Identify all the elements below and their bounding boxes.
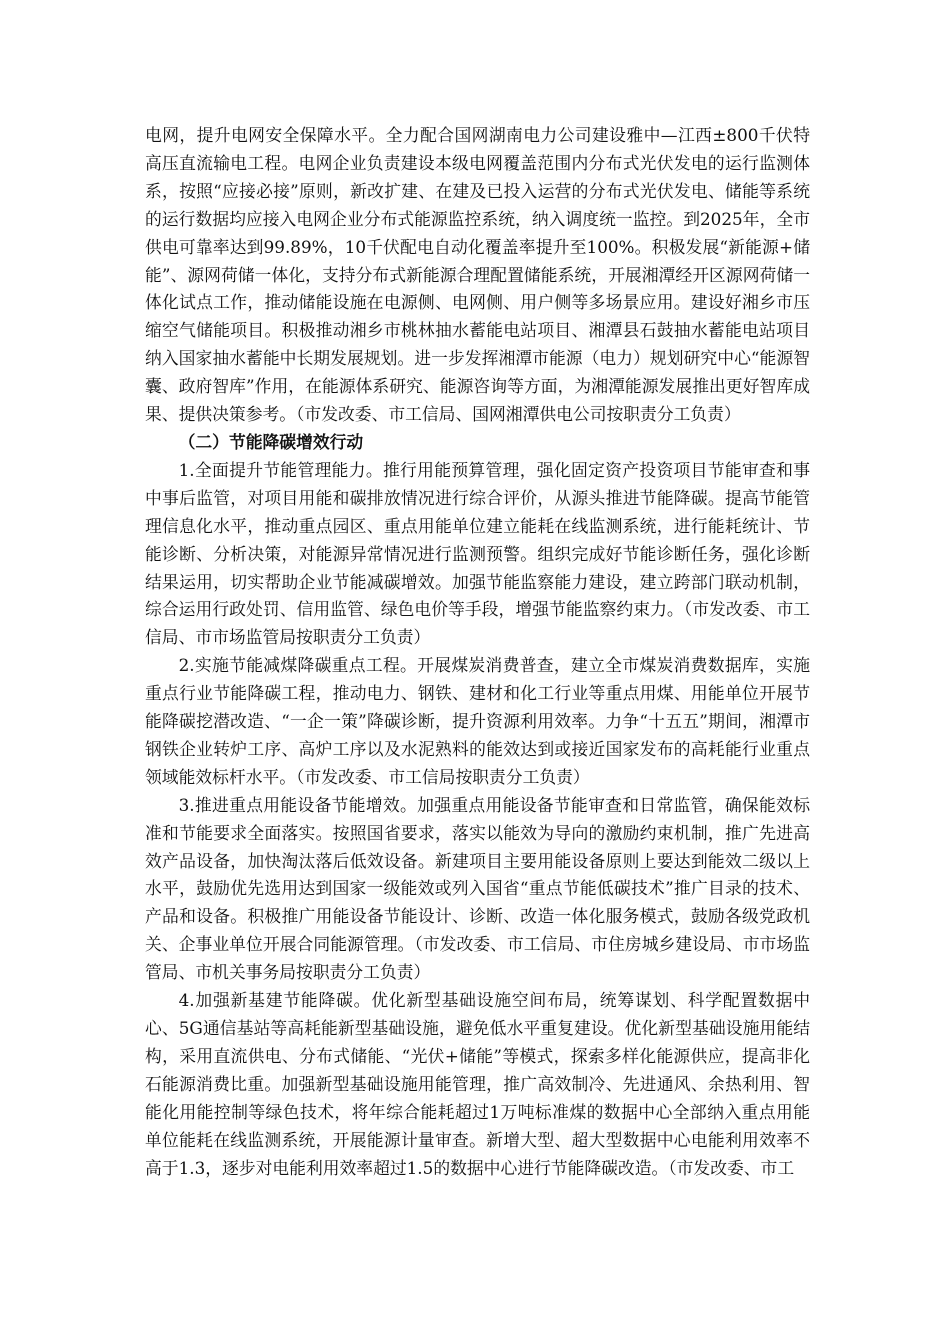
paragraph-item-2: 2.实施节能减煤降碳重点工程。开展煤炭消费普查，建立全市煤炭消费数据库，实施重点行业节能降碳工程，推动电力、钢铁、建材和化工行业等重点用煤、用能单位开展节能降碳挖潜改造、“一企一策”降碳诊断，提升资源利用效率。力争“十五五”期间，湘潭市钢铁企业转炉工序、高炉工序以及水泥熟料的能效达到或接近国家发布的高耗能行业重点领域能效标杆水平。（市发改委、市工信局按职责分工负责） bbox=[145, 655, 810, 787]
paragraph-item-1: 1.全面提升节能管理能力。推行用能预算管理，强化固定资产投资项目节能审查和事中事后监管，对项目用能和碳排放情况进行综合评价，从源头推进节能降碳。提高节能管理信息化水平，推动重点园区、重点用能单位建立能耗在线监测系统，进行能耗统计、节能诊断、分析决策，对能源异常情况进行监测预警。组织完成好节能诊断任务，强化诊断结果运用，切实帮助企业节能减碳增效。加强节能监察能力建设，建立跨部门联动机制，综合运用行政处罚、信用监管、绿色电价等手段，增强节能监察约束力。（市发改委、市工信局、市市场监管局按职责分工负责） bbox=[145, 459, 810, 648]
paragraph-item-4: 4.加强新基建节能降碳。优化新型基础设施空间布局，统筹谋划、科学配置数据中心、5G通信基站等高耗能新型基础设施，避免低水平重复建设。优化新型基础设施用能结构，采用直流供电、分布式储能、“光伏+储能”等模式，探索多样化能源供应，提高非化石能源消费比重。加强新型基础设施用能管理，推广高效制冷、先进通风、余热利用、智能化用能控制等绿色技术，将年综合能耗超过1万吨标准煤的数据中心全部纳入重点用能单位能耗在线监测系统，开展能源计量审查。新增大型、超大型数据中心电能利用效率不高于1.3，逐步对电能利用效率超过1.5的数据中心进行节能降碳改造。（市发改委、市工 bbox=[145, 990, 810, 1178]
document-page bbox=[145, 122, 810, 1182]
paragraph-power-grid: 电网，提升电网安全保障水平。全力配合国网湖南电力公司建设雅中—江西±800千伏特高压直流输电工程。电网企业负责建设本级电网覆盖范围内分布式光伏发电的运行监测体系，按照“应接必接”原则，新改扩建、在建及已投入运营的分布式光伏发电、储能等系统的运行数据均应接入电网企业分布式能源监控系统，纳入调度统一监控。到2025年，全市供电可靠率达到99.89%，10千伏配电自动化覆盖率提升至100%。积极发展“新能源+储能”、源网荷储一体化，支持分布式新能源合理配置储能系统，开展湘潭经开区源网荷储一体化试点工作，推动储能设施在电源侧、电网侧、用户侧等多场景应用。建设好湘乡市压缩空气储能项目。积极推动湘乡市桃林抽水蓄能电站项目、湘潭县石鼓抽水蓄能电站项目纳入国家抽水蓄能中长期发展规划。进一步发挥湘潭市能源（电力）规划研究中心“能源智囊、政府智库”作用，在能源体系研究、能源咨询等方面，为湘潭能源发展推出更好智库成果、提供决策参考。（市发改委、市工信局、国网湘潭供电公司按职责分工负责） bbox=[145, 125, 811, 425]
paragraph-item-3: 3.推进重点用能设备节能增效。加强重点用能设备节能审查和日常监管，确保能效标准和节能要求全面落实。按照国省要求，落实以能效为导向的激励约束机制，推广先进高效产品设备，加快淘汰落后低效设备。新建项目主要用能设备原则上要达到能效二级以上水平，鼓励优先选用达到国家一级能效或列入国省“重点节能低碳技术”推广目录的技术、产品和设备。积极推广用能设备节能设计、诊断、改造一体化服务模式，鼓励各级党政机关、企事业单位开展合同能源管理。（市发改委、市工信局、市住房城乡建设局、市市场监管局、市机关事务局按职责分工负责） bbox=[145, 794, 810, 983]
section-heading-energy-saving: （二）节能降碳增效行动 bbox=[178, 431, 364, 452]
